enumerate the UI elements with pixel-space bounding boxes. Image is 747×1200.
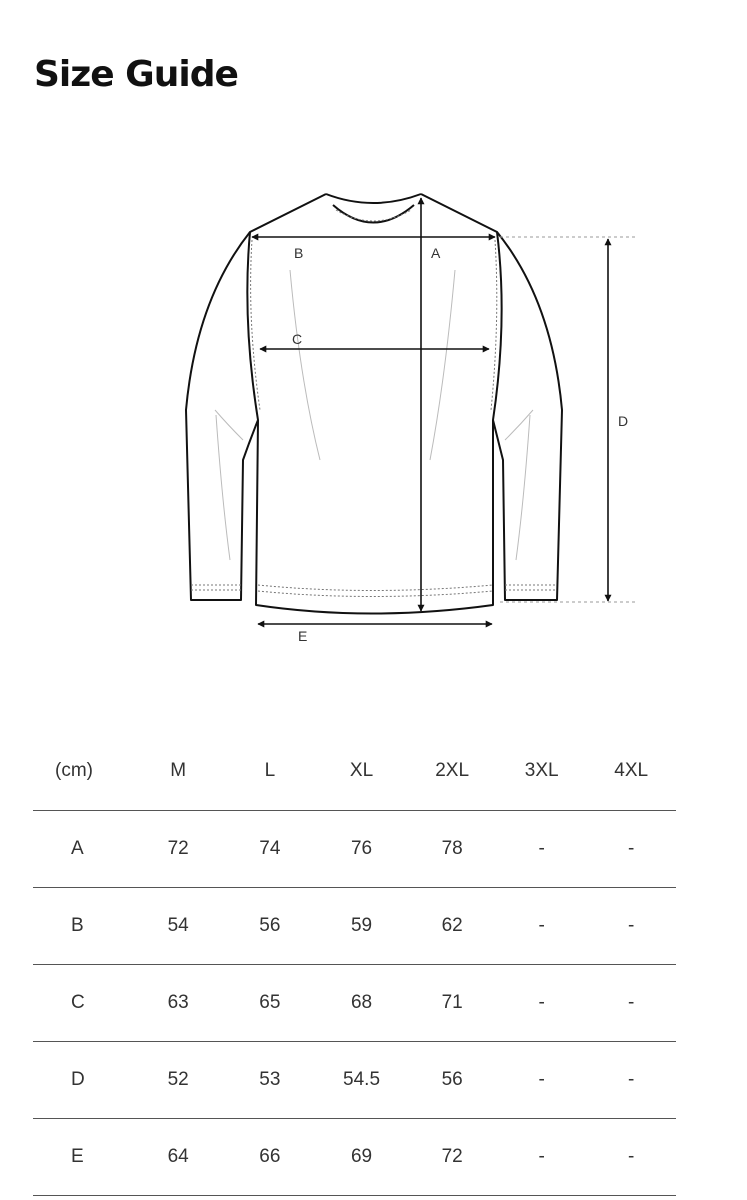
label-d: D bbox=[618, 413, 629, 429]
table-cell: - bbox=[497, 888, 587, 965]
table-cell: - bbox=[586, 1042, 676, 1119]
table-row bbox=[33, 965, 676, 1042]
row-label: D bbox=[33, 1042, 132, 1119]
table-cell: 56 bbox=[224, 888, 316, 965]
size-header-m: M bbox=[132, 731, 224, 811]
table-cell: - bbox=[497, 1042, 587, 1119]
table-cell: - bbox=[586, 965, 676, 1042]
table-cell: - bbox=[497, 1119, 587, 1196]
size-header-l: L bbox=[224, 731, 316, 811]
table-cell: 54 bbox=[132, 888, 224, 965]
label-a: A bbox=[431, 245, 441, 261]
table-cell: 78 bbox=[407, 811, 497, 888]
table-cell: 72 bbox=[407, 1119, 497, 1196]
sweatshirt-outline bbox=[186, 194, 562, 614]
table-cell: 72 bbox=[132, 811, 224, 888]
row-label: B bbox=[33, 888, 132, 965]
page-title: Size Guide bbox=[34, 54, 238, 95]
table-cell: - bbox=[497, 811, 587, 888]
table-cell: 56 bbox=[407, 1042, 497, 1119]
table-row bbox=[33, 1119, 676, 1196]
table-cell: 65 bbox=[224, 965, 316, 1042]
table-cell: 66 bbox=[224, 1119, 316, 1196]
table-cell: 76 bbox=[316, 811, 408, 888]
table-cell: - bbox=[586, 888, 676, 965]
table-cell: - bbox=[497, 965, 587, 1042]
table-cell: 52 bbox=[132, 1042, 224, 1119]
table-row bbox=[33, 888, 676, 965]
size-header-4xl: 4XL bbox=[586, 731, 676, 811]
table-cell: 68 bbox=[316, 965, 408, 1042]
row-label: A bbox=[33, 811, 132, 888]
size-header-row bbox=[33, 731, 676, 811]
size-header-xl: XL bbox=[316, 731, 408, 811]
table-cell: 64 bbox=[132, 1119, 224, 1196]
size-header-2xl: 2XL bbox=[407, 731, 497, 811]
label-b: B bbox=[294, 245, 304, 261]
size-table bbox=[33, 731, 676, 1196]
table-cell: 54.5 bbox=[316, 1042, 408, 1119]
label-e: E bbox=[298, 628, 308, 644]
label-c: C bbox=[292, 331, 303, 347]
sweatshirt-stitching bbox=[191, 210, 557, 597]
table-cell: 63 bbox=[132, 965, 224, 1042]
measurement-arrows bbox=[252, 198, 608, 624]
sweatshirt-folds bbox=[215, 270, 533, 560]
table-cell: - bbox=[586, 811, 676, 888]
unit-header: (cm) bbox=[33, 731, 132, 811]
table-cell: 59 bbox=[316, 888, 408, 965]
table-cell: 71 bbox=[407, 965, 497, 1042]
table-cell: 53 bbox=[224, 1042, 316, 1119]
table-cell: - bbox=[586, 1119, 676, 1196]
table-cell: 62 bbox=[407, 888, 497, 965]
table-row bbox=[33, 1042, 676, 1119]
table-cell: 74 bbox=[224, 811, 316, 888]
table-cell: 69 bbox=[316, 1119, 408, 1196]
sweatshirt-diagram bbox=[0, 170, 747, 660]
row-label: C bbox=[33, 965, 132, 1042]
table-row bbox=[33, 811, 676, 888]
size-header-3xl: 3XL bbox=[497, 731, 587, 811]
row-label: E bbox=[33, 1119, 132, 1196]
